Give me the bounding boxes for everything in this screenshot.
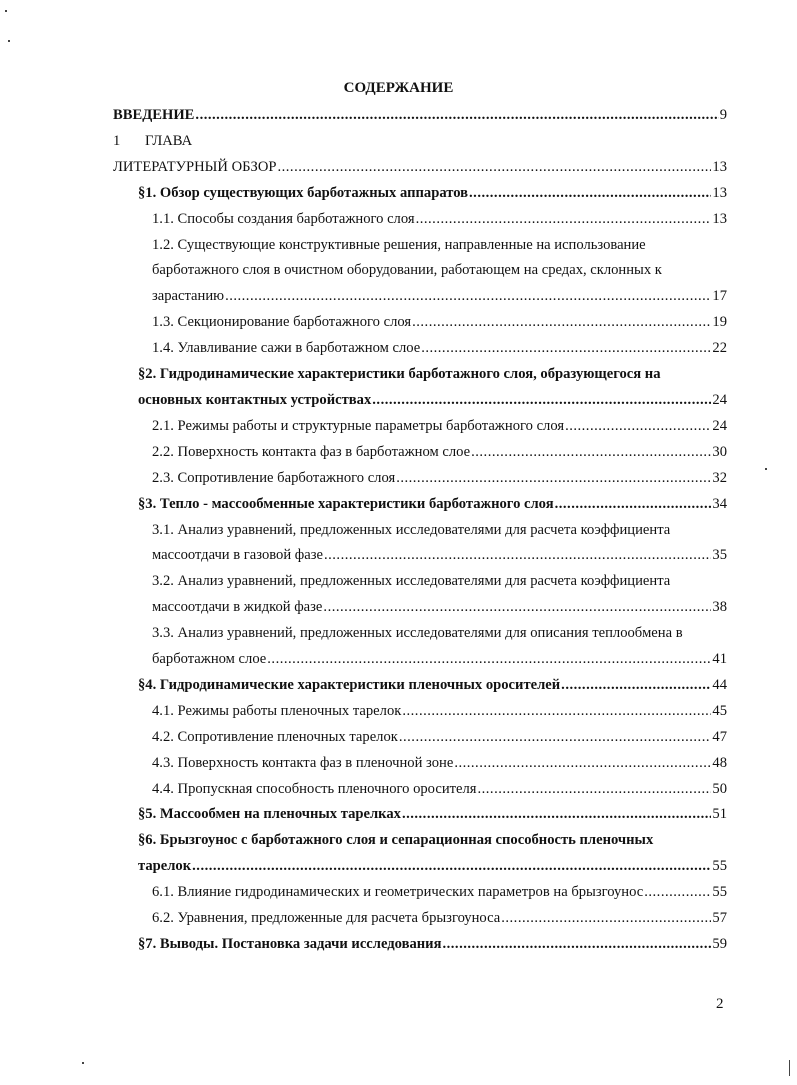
toc-entry-title: тарелок [138,858,192,875]
toc-entry-title: барботажного слоя в очистном оборудовании, работающем на средах, склонных к [152,262,662,279]
table-of-contents [113,103,727,958]
toc-entry-title: 1.1. Способы создания барботажного слоя [152,210,415,227]
toc-entry-title: ВВЕДЕНИЕ [113,107,195,123]
dot-leader [644,880,711,906]
toc-entry-final-line [113,880,727,906]
dot-leader [195,103,718,129]
chapter-heading [113,129,727,155]
toc-entry[interactable] [113,880,727,906]
toc-page-number: 22 [712,340,727,357]
toc-entry-title: 6.2. Уравнения, предложенные для расчета брызгоуноса [152,910,501,927]
toc-entry[interactable] [113,492,727,518]
toc-entry-title: §6. Брызгоунос с барботажного слоя и сепарационная способность пленочных [138,832,654,849]
toc-entry-line [113,258,727,284]
toc-entry[interactable] [113,725,727,751]
toc-entry-final-line [113,725,727,751]
toc-page-number: 45 [712,702,727,719]
toc-entry-title: зарастанию [152,288,225,305]
toc-page-number: 17 [712,288,727,305]
dot-leader [471,440,711,466]
scan-speck [789,1060,790,1076]
toc-entry-title: барботажном слое [152,651,267,668]
dot-leader [372,388,711,414]
toc-entry-final-line [113,284,727,310]
toc-entry-final-line [113,414,727,440]
toc-entry-final-line [113,906,727,932]
dot-leader [396,466,711,492]
toc-entry-line [113,828,727,854]
toc-entry-title: 4.4. Пропускная способность пленочного оросителя [152,780,477,797]
toc-entry-title: 2.2. Поверхность контакта фаз в барботажном слое [152,443,471,460]
dot-leader [323,595,711,621]
toc-page-number: 55 [712,884,727,901]
dot-leader [442,932,711,958]
toc-entry-line [113,621,727,647]
toc-page-number: 19 [712,314,727,331]
scan-speck [5,10,7,12]
toc-entry-final-line [113,595,727,621]
scan-speck [765,468,767,470]
toc-entry-title: 4.3. Поверхность контакта фаз в пленочной зоне [152,754,454,771]
toc-entry[interactable] [113,336,727,362]
toc-entry[interactable] [113,777,727,803]
toc-entry[interactable] [113,310,727,336]
toc-entry-final-line [113,673,727,699]
chapter-label: ГЛАВА [145,132,193,149]
toc-entry-title: §2. Гидродинамические характеристики барботажного слоя, образующегося на [138,366,661,383]
toc-entry-title: §5. Массообмен на пленочных тарелках [138,806,401,823]
toc-entry-final-line [113,181,727,207]
dot-leader [324,543,711,569]
toc-entry-final-line [113,103,727,129]
toc-entry-final-line [113,207,727,233]
toc-entry[interactable] [113,207,727,233]
toc-entry-title: 1.4. Улавливание сажи в барботажном слое [152,340,421,357]
toc-page-number: 38 [712,599,727,616]
toc-entry[interactable] [113,181,727,207]
toc-page-number: 35 [712,547,727,564]
page-title: СОДЕРЖАНИЕ [343,80,454,96]
toc-entry-final-line [113,751,727,777]
toc-entry[interactable] [113,621,727,673]
toc-entry-final-line [113,543,727,569]
dot-leader [267,647,711,673]
toc-entry-title: массоотдачи в жидкой фазе [152,599,323,616]
toc-entry-final-line [113,777,727,803]
toc-entry-title: §4. Гидродинамические характеристики пленочных оросителей [138,676,561,693]
toc-entry[interactable] [113,103,727,129]
dot-leader [565,414,711,440]
dot-leader [477,777,711,803]
toc-entry[interactable] [113,129,727,155]
dot-leader [402,802,711,828]
dot-leader [421,336,711,362]
toc-entry-title: 2.3. Сопротивление барботажного слоя [152,469,396,486]
toc-page-number: 24 [712,417,727,434]
toc-page-number: 50 [712,780,727,797]
dot-leader [412,310,711,336]
toc-entry-final-line [113,932,727,958]
toc-entry-title: §7. Выводы. Постановка задачи исследования [138,936,442,952]
dot-leader [555,492,712,518]
dot-leader [454,751,711,777]
toc-page-number: 44 [712,676,727,693]
dot-leader [416,207,712,233]
toc-entry[interactable] [113,932,727,958]
toc-page-number: 30 [712,443,727,460]
toc-entry-final-line [113,699,727,725]
toc-entry-final-line [113,440,727,466]
dot-leader [277,155,711,181]
toc-entry-title: массоотдачи в газовой фазе [152,547,323,564]
toc-entry-title: §1. Обзор существующих барботажных аппаратов [138,184,469,201]
toc-page-number: 13 [712,184,727,201]
toc-entry-final-line [113,310,727,336]
toc-page-number: 55 [712,858,727,875]
toc-entry-line [113,569,727,595]
toc-entry[interactable] [113,828,727,880]
toc-entry-final-line [113,336,727,362]
toc-entry[interactable] [113,569,727,621]
toc-page-number: 24 [712,391,727,408]
toc-entry-final-line [113,492,727,518]
toc-page-number: 41 [712,651,727,668]
toc-entry-final-line [113,802,727,828]
toc-entry-title: §3. Тепло - массообменные характеристики барботажного слоя [138,495,554,512]
toc-entry-line [113,518,727,544]
toc-entry-line [113,362,727,388]
toc-entry-title: 4.1. Режимы работы пленочных тарелок [152,702,402,719]
toc-entry[interactable] [113,233,727,311]
toc-entry[interactable] [113,466,727,492]
toc-page-number: 57 [712,910,727,927]
toc-page-number: 32 [712,469,727,486]
toc-page-number: 51 [712,806,727,823]
toc-entry[interactable] [113,906,727,932]
toc-entry-line [113,233,727,259]
toc-entry-title: 1.3. Секционирование барботажного слоя [152,314,412,331]
toc-page-number: 59 [712,936,727,952]
dot-leader [225,284,711,310]
scan-speck [8,40,10,42]
toc-entry[interactable] [113,518,727,570]
dot-leader [561,673,711,699]
toc-entry-title: ЛИТЕРАТУРНЫЙ ОБЗОР [113,158,277,175]
toc-entry-final-line [113,466,727,492]
dot-leader [501,906,711,932]
toc-entry-title: 4.2. Сопротивление пленочных тарелок [152,728,398,745]
toc-entry-final-line [113,854,727,880]
toc-page-number: 9 [719,107,727,123]
toc-page-number: 13 [712,158,727,175]
dot-leader [402,699,711,725]
toc-entry[interactable] [113,802,727,828]
toc-entry[interactable] [113,362,727,414]
toc-entry-final-line [113,647,727,673]
toc-entry[interactable] [113,751,727,777]
dot-leader [192,854,711,880]
dot-leader [469,181,711,207]
toc-entry-title: 1.2. Существующие конструктивные решения, направленные на использование [152,236,646,253]
scan-speck [82,1062,84,1064]
toc-entry[interactable] [113,673,727,699]
toc-entry-title: основных контактных устройствах [138,391,372,408]
toc-entry-final-line [113,155,727,181]
toc-entry[interactable] [113,414,727,440]
toc-entry-title: 3.2. Анализ уравнений, предложенных исследователями для расчета коэффициента [152,573,671,590]
toc-page-number: 47 [712,728,727,745]
dot-leader [399,725,712,751]
toc-entry[interactable] [113,440,727,466]
toc-entry-title: 3.3. Анализ уравнений, предложенных исследователями для описания теплообмена в [152,625,683,642]
toc-page-number: 48 [712,754,727,771]
toc-entry[interactable] [113,699,727,725]
toc-entry-final-line [113,388,727,414]
toc-entry[interactable] [113,155,727,181]
toc-entry-title: 3.1. Анализ уравнений, предложенных исследователями для расчета коэффициента [152,521,671,538]
toc-entry-title: 6.1. Влияние гидродинамических и геометрических параметров на брызгоунос [152,884,644,901]
page-number: 2 [716,996,724,1012]
toc-entry-title: 2.1. Режимы работы и структурные параметры барботажного слоя [152,417,565,434]
toc-page-number: 13 [712,210,727,227]
toc-page-number: 34 [712,495,727,512]
chapter-number: 1 [113,132,121,149]
